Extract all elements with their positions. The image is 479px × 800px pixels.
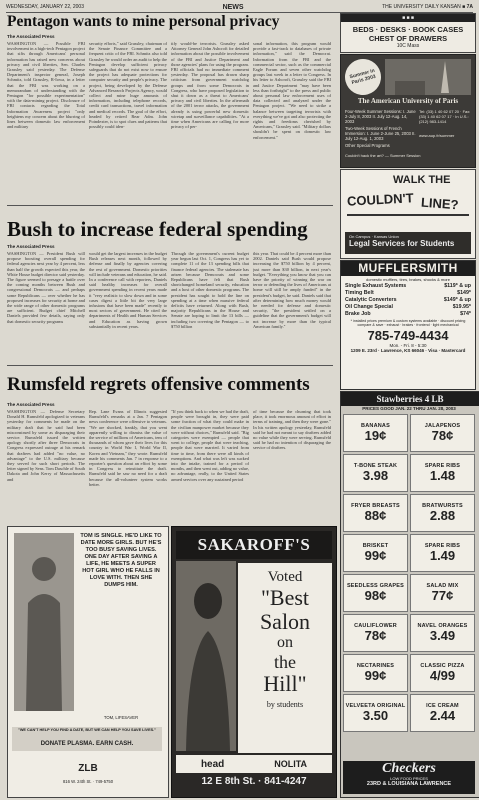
grocery-product-name: VELVEETA ORIGINAL	[345, 703, 406, 709]
salon-name: SAKAROFF'S	[176, 531, 332, 559]
running-header: WEDNESDAY, JANUARY 22, 2003 NEWS THE UNIVERSITY DAILY KANSAN ■ 7A	[6, 2, 473, 13]
mufflersmith-service-price: $119* & up	[444, 283, 471, 289]
mufflersmith-ad	[340, 260, 476, 390]
grocery-product	[410, 494, 475, 532]
story1-byline: The Associated Press	[7, 34, 55, 39]
grocery-dates: PRICES GOOD JAN. 22 THRU JAN. 28, 2003	[362, 406, 456, 411]
salon-the: the	[274, 652, 296, 672]
grocery-product-name: NAVEL ORANGES	[417, 623, 468, 629]
grocery-product-price: 1.48	[429, 468, 456, 483]
story3-column-3: "If you think back to when we had the draft, people were brought in, they were paid some fraction of what they could make in the civilian manpower market because they were without choices," Rumsfeld said. "Big categories were exempted — people that went to college, people that were teaching, people that were married. It varied from time to time, from there were all kinds of exemptions. And what was left was sucked into the intake, trained for a period of months, and then went out, adding no value, no advantage, really, to the United States armed services over any sustained period	[171, 409, 249, 482]
story3-byline: The Associated Press	[7, 402, 55, 407]
grocery-product	[410, 574, 475, 612]
grocery-product	[343, 414, 408, 452]
grocery-product-name: BRATWURSTS	[422, 503, 463, 509]
mufflersmith-service-row	[345, 297, 471, 304]
grocery-store-address: 23RD & LOUISIANA LAWRENCE	[366, 781, 452, 787]
legal-services-footer	[345, 232, 471, 254]
grocery-product-name: CLASSIC PIZZA	[420, 663, 465, 669]
mufflersmith-service-row	[345, 290, 471, 297]
mufflersmith-price-list	[345, 283, 471, 318]
grocery-product-price: 99¢	[364, 548, 387, 563]
grocery-product-price: 4/99	[429, 668, 456, 683]
story1-headline: Pentagon wants to mine personal privacy	[7, 13, 280, 30]
grocery-product-price: 2.44	[429, 708, 456, 723]
salon-best: "Best	[260, 585, 310, 610]
mufflersmith-service-price: $149* & up	[443, 297, 471, 303]
header-page-number: 7A	[466, 4, 473, 10]
grocery-product	[343, 454, 408, 492]
story1-column-2: security efforts," said Grassley, chairman of the Senate Finance Committee and a frequent critic of the FBI. Schmitz also told Grassley he would order an audit to help the Pentagon develop sufficient privacy safeguards that do not exist now to ensure the project has adequate protections for computer security and people's privacy. The project, being developed by the Defense Advanced Research Projects Agency, would collect and mine huge amounts of information, including telephone records, credit card transactions, travel information and medical records. The goal of the effort, headed by retired Rear Adm. John Poindexter, is to spot clues and patterns that possibly could iden-	[89, 41, 167, 130]
grocery-product-price: 3.49	[429, 628, 456, 643]
grocery-product	[343, 614, 408, 652]
grocery-product-name: NECTARINES	[356, 663, 395, 669]
furniture-ad-title: BEDS · DESKS · BOOK CASES	[352, 25, 464, 34]
salon-address: 12 E 8th St. · 841-4247	[201, 776, 307, 787]
mufflersmith-service-row	[345, 304, 471, 311]
story3-column-2: Rep. Lane Evans of Illinois suggested Rumsfeld's remarks at a Jan. 7 Pentagon news conference were offensive to veterans. "We are shocked, frankly, that you went apparently willing to dismiss the value of the service of millions of Americans, tens of thousands of whom gave their lives for this country in World War I, World War II, Korea and Vietnam," they wrote. Rumsfeld made his comments Jan. 7 in response to a reporter's question about an effort by some in Congress to reinstitute the draft. Rumsfeld said he saw no need for a draft because the all-volunteer system works better.	[89, 409, 167, 487]
plasma-caption: TOM, LIFESAVER	[103, 715, 139, 720]
mufflersmith-service-price: $19.95*	[452, 304, 471, 310]
zlb-logo: ZLB	[78, 763, 98, 774]
grocery-store-name: Checkers	[382, 761, 436, 776]
plasma-story: TOM IS SINGLE. HE'D LIKE TO DATE MORE GIRLS. BUT HE'S TOO BUSY SAVING LIVES. ONE DAY AFTER SAVING A LIFE, HE MEETS A SUPER HOT GIRL WHO HE FALLS IN LOVE WITH. THEN SHE DUMPS HIM.	[80, 533, 162, 588]
grocery-product-price: 19¢	[364, 428, 387, 443]
grocery-product	[343, 574, 408, 612]
paris-contact: Tel: (33) 1 40 62 07 20 · Fax: (33) 1 40 62 07 17 · In U.S.: (212) 983-1414	[419, 109, 471, 124]
legal-services-name: Legal Services for Students	[349, 239, 455, 248]
line-graphic	[347, 214, 469, 216]
grocery-product	[343, 534, 408, 572]
grocery-product-price: 98¢	[364, 588, 387, 603]
mufflersmith-service-label: Timing Belt	[345, 290, 374, 296]
grocery-product-name: SEEDLESS GRAPES	[346, 583, 405, 589]
grocery-product-price: 77¢	[431, 588, 454, 603]
grocery-banner: Stawberries 4 LB	[341, 392, 479, 406]
grocery-product-price: 88¢	[364, 508, 387, 523]
story3-column-4: of time because the churning that took place, it took enormous amount of effort in terms of training, and then they were gone." In his written apology yesterday, Rumsfeld said he had not meant to say draftees added no value while they were serving. Rumsfeld said he had no intention of disparaging the service of draftees.	[253, 409, 331, 451]
salon-voted-panel	[238, 563, 332, 753]
walk-line-text-2: COULDN'T	[346, 190, 414, 209]
salon-ad	[171, 526, 337, 798]
mufflersmith-service-label: Oil Change Special	[345, 304, 393, 310]
grocery-product	[410, 414, 475, 452]
grocery-product	[410, 694, 475, 732]
grocery-product	[410, 614, 475, 652]
grocery-product-price: 99¢	[364, 668, 387, 683]
mufflersmith-tag: domestic mufflers, tires, brakes, shocks & more	[366, 277, 450, 282]
divider	[7, 365, 333, 366]
mufflersmith-address: 1209 E. 23rd · Lawrence, KS 66046 · Visa · Mastercard	[350, 347, 466, 353]
grocery-product	[343, 694, 408, 732]
grocery-product-name: SPARE RIBS	[424, 543, 461, 549]
salon-photo	[176, 561, 236, 751]
grocery-product	[410, 654, 475, 692]
furniture-ad	[340, 13, 476, 53]
paris-summer-ad	[340, 54, 476, 168]
paris-sessions	[345, 109, 417, 148]
grocery-product-name: FRYER BREASTS	[351, 503, 400, 509]
grocery-product-price: 1.49	[429, 548, 456, 563]
mufflersmith-service-label: Brake Job	[345, 311, 371, 317]
salon-brands	[176, 755, 332, 773]
grocery-product-name: SPARE RIBS	[424, 463, 461, 469]
story1-column-4: sonal information, this program would provide a fast-track to databases of private information," said the Democrat. Information from the FBI and the commercial sector, such as the commercial Eagle Forum and seven other watchdog groups last week in a letter to Congress. In his letter to Ashcroft, Grassley said the FBI and Justice Department "may have been less than forthright" to the press and public about personal law enforcement uses of data collected and analyzed under the Pentagon project. "We need to strike a balance between targeting terrorists with everything we've got and also protecting the rights and freedoms cherished by Americans," Grassley said. "Military dollars shouldn't be spent on domestic law enforcement."	[253, 41, 331, 140]
eiffel-tower-icon	[385, 59, 471, 95]
story2-column-4: this year. That could be 4 percent more than 2002. Daniels said Bush would propose increasing the $750 billion by 4 percent, just more than $30 billion, in next year's budget. "Everything you know that you can have the priority of winning the war on terror or defending the lives of Americans at home will still be amply funded" in the president's budget, he said. Daniels said that after determining how much money would be needed for defense and domestic security, "the president settled on a guideline that the government's budget will not increase by more than the typical American family."	[253, 251, 331, 329]
plasma-address: 816 W. 24th St. · 749-5750	[62, 779, 114, 784]
salon-on: on	[277, 634, 293, 651]
model-silhouette-icon	[176, 561, 236, 751]
furniture-ad-subtitle: CHEST OF DRAWERS	[368, 34, 448, 43]
story1-column-1: WASHINGTON — Possible FBI involvement in a high-tech Pentagon project that sifts through Americans' personal information has raised new concerns about privacy and civil liberties, Sen. Charles Grassley said yesterday. The Defense Department's inspector general, Joseph Schmitz, told Grassley, R-Iowa, in a letter that the FBI was working on a memorandum of understanding with the Pentagon "for possible experimentation" with the data-mining project. Disclosure of FBI contacts regarding the Total Information Awareness project "only heightens my concern about the blurring of lines between domestic law enforcement and military	[7, 41, 85, 130]
paris-school: The American University of Paris	[357, 97, 459, 105]
paris-web: www.aup.fr/summer	[419, 133, 455, 138]
grocery-product	[343, 654, 408, 692]
story2-column-2: would get the largest increases in the budget Bush releases next month, followed by defense and finally by agencies covering the rest of government. Domestic priorities will include veterans and education, he said. In a conference call with reporters, Daniels said healthy increases for overall government spending in recent years made it "very realistic to slow down and in some cases digest a little bit the very large infusions that have been made" recently to most sectors of government. He cited the departments of Health and Human Services and Education as having grown substantially in recent years.	[89, 251, 167, 329]
salon-salon: Salon	[259, 609, 311, 634]
story1-column-3: tify would-be terrorists. Grassley asked Attorney General John Ashcroft for detailed information about the possible involvement of the FBI and Justice Department and those agencies' plans for using the program. FBI officials had no immediate comment yesterday. The proposal has drawn sharp criticism from government watchdog groups and from some Democrats in Congress, who have proposed legislation to shut it down as a threat to Americans' privacy and civil liberties. In the aftermath of the 2001 terror attacks, the government already is using powerful new domestic wiretap and surveillance capabilities. "At a time when Americans are calling for more privacy of per-	[171, 41, 249, 130]
grocery-product-price: 78¢	[431, 428, 454, 443]
mufflersmith-service-price: $74*	[460, 311, 471, 317]
header-section: NEWS	[222, 3, 244, 11]
brand-nolita-logo: NOLITA	[274, 759, 308, 769]
plasma-tagline: "WE CAN'T HELP YOU FIND A DATE, BUT WE CAN HELP YOU SAVE LIVES."	[12, 727, 162, 742]
grocery-product-name: ICE CREAM	[426, 703, 459, 709]
mufflersmith-fine-print: * installed prices premium & custom systems available · discount pricing compare & save · exhaust · brakes · frontend · light mechanical	[350, 319, 466, 328]
legal-services-note: On Campus · Kansas Union	[349, 234, 399, 239]
grocery-product-name: JALAPENOS	[424, 423, 461, 429]
story2-column-3: Through the government's current budget year begun last Oct. 1, Congress has yet to complete 11 of the 13 spending bills that finance federal agencies. The stalemate has arisen because Democrats and some Republicans have felt that Bush shortchanged homeland security, education and a host of other domestic programs. The president has sought to hold the line on spending at a time when massive federal deficits have returned. Along with Bush, majority Republicans in the House and Senate are hoping to limit the 13 bills — including two covering the Pentagon — to $750 billion	[171, 251, 249, 329]
grocery-product-grid	[343, 414, 475, 754]
mufflersmith-phone: 785-749-4434	[367, 327, 449, 343]
story3-column-1: WASHINGTON — Defense Secretary Donald H. Rumsfeld apologized to veterans yesterday for comments he made on the military draft that he said had been misconstrued by some as disparaging their service. Rumsfeld issued the written apology shortly after three Democrats in Congress expressed outrage at his remark that draftees had added "no value, no advantage" to the U.S. military because they served for such short periods. The letter signed by Sens. Tom Daschle of South Dakota and John Kerry of Massachusetts and	[7, 409, 85, 482]
tom-photo	[14, 533, 74, 711]
grocery-product-name: BANANAS	[361, 423, 390, 429]
legal-services-ad	[340, 169, 476, 259]
story3-headline: Rumsfeld regrets offensive comments	[7, 374, 310, 395]
mufflersmith-hours: Mon. - Fri. 8 - 5:30	[389, 342, 427, 348]
plasma-donation-ad	[7, 526, 169, 798]
grocery-product-price: 78¢	[364, 628, 387, 643]
paris-session-line: Other Special Programs	[345, 143, 390, 148]
furniture-ad-banner: ■ ■ ■	[341, 14, 475, 22]
grocery-product-price: 3.98	[362, 468, 389, 483]
grocery-product-price: 2.88	[429, 508, 456, 523]
salon-by-students: by students	[266, 700, 304, 709]
plasma-cta: DONATE PLASMA. EARN CASH.	[12, 741, 162, 751]
person-silhouette-icon	[14, 533, 74, 711]
walk-line-text-3: LINE?	[420, 194, 460, 213]
story2-column-1: WASHINGTON — President Bush will propose boosting overall spending for federal agencies next year by 4 percent, less than half the growth expected this year, the White House budget director said yesterday. The figure seemed to presage a battle over the coming months between Bush and congressional Democrats — and perhaps some Republicans — over whether he has proposed increases for security at home and the wide range of other domestic programs are sufficient. Budget chief Mitchell Daniels provided few details, saying only that domestic security programs	[7, 251, 85, 324]
header-paper: THE UNIVERSITY DAILY KANSAN	[382, 4, 461, 10]
paris-session-line: Four-Week Summer Sessions: I. June 2-July 8, 2003 II. July 12-Aug. 14, 2003	[345, 109, 416, 124]
paris-photo	[385, 59, 471, 95]
furniture-ad-note: 10C Mass	[396, 43, 420, 49]
mufflersmith-service-row	[345, 311, 471, 318]
story2-byline: The Associated Press	[7, 244, 55, 249]
salon-voted: Voted	[267, 569, 303, 585]
grocery-product	[343, 494, 408, 532]
grocery-store-sub: LOW FOOD PRICES	[390, 776, 428, 781]
grocery-product	[410, 454, 475, 492]
walk-line-text-1: WALK THE	[393, 174, 451, 186]
paris-badge: Summer in Paris 2003	[341, 55, 385, 99]
mufflersmith-logo: MUFFLERSMITH	[341, 261, 475, 276]
divider	[7, 205, 333, 206]
brand-head-logo: head	[200, 758, 225, 770]
mufflersmith-service-row	[345, 283, 471, 290]
salon-hill: Hill"	[263, 671, 307, 696]
story2-headline: Bush to increase federal spending	[7, 217, 308, 241]
grocery-product-name: BRISKET	[362, 543, 389, 549]
grocery-product-name: SALAD MIX	[426, 583, 459, 589]
grocery-store-footer	[343, 761, 475, 794]
mufflersmith-service-label: Single Exhaust Systems	[345, 283, 407, 289]
mufflersmith-service-price: $149*	[457, 290, 471, 296]
grocery-product-price: 3.50	[362, 708, 389, 723]
grocery-product-name: T-BONE STEAK	[353, 463, 398, 469]
grocery-product-name: CAULIFLOWER	[354, 623, 397, 629]
mufflersmith-service-label: Catalytic Converters	[345, 297, 397, 303]
header-date: WEDNESDAY, JANUARY 22, 2003	[6, 4, 84, 10]
paris-footnote: Couldn't hack the art? — Summer Session	[345, 153, 421, 158]
paris-session-line: Two-Week Sessions of French Immersion: I. June 2-June 25, 2003 II. July 12-Aug. 1, 2003	[345, 126, 416, 141]
grocery-product	[410, 534, 475, 572]
